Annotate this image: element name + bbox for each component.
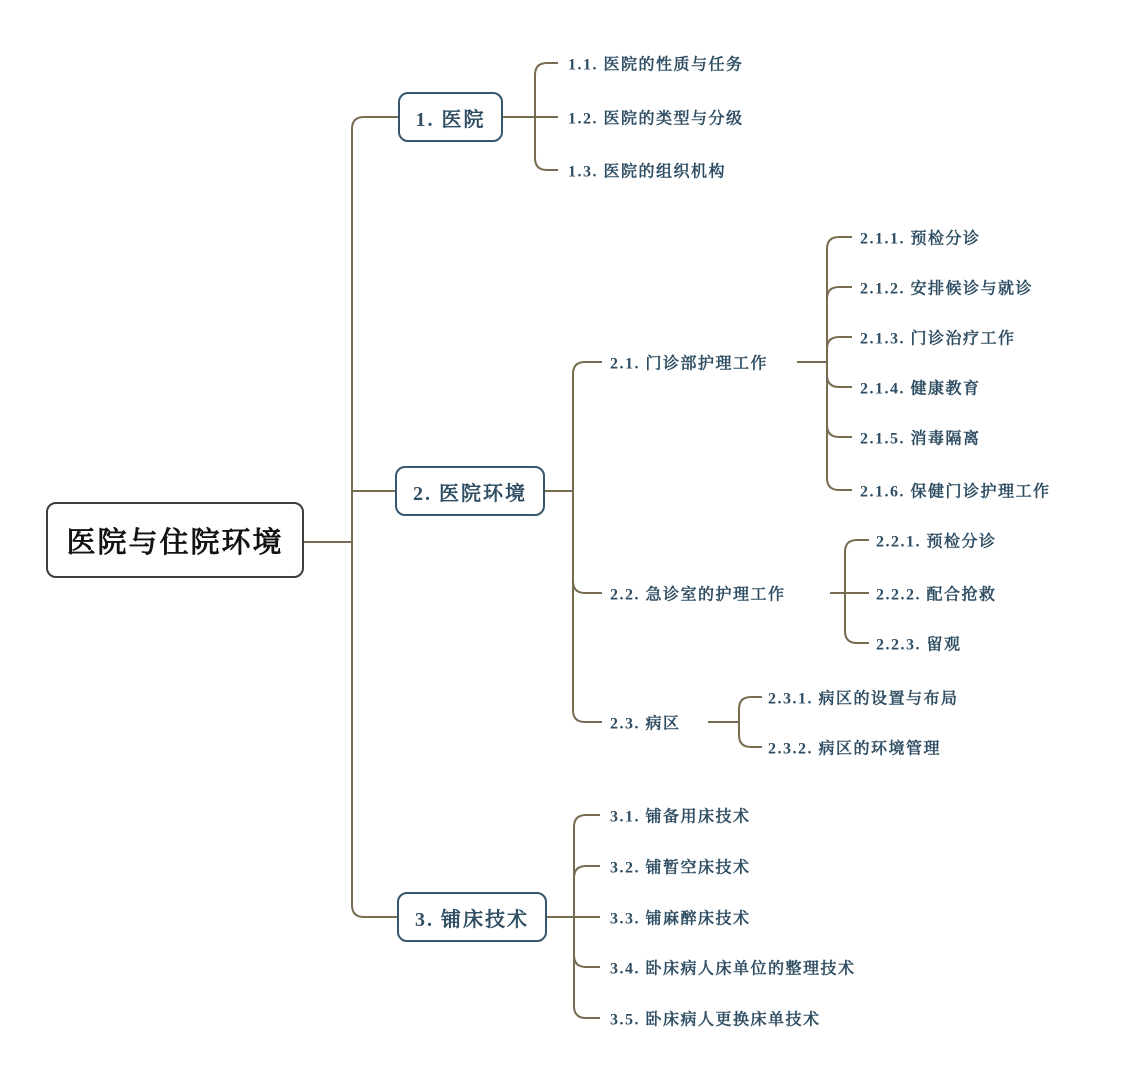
topic-node[interactable]: 2.3. 病区: [610, 715, 681, 733]
subtopic-node[interactable]: 2.2.3. 留观: [876, 636, 962, 654]
connector-root-trunk: [303, 117, 398, 917]
subtopic-node[interactable]: 2.1.2. 安排候诊与就诊: [860, 280, 1034, 298]
branch-node-bedmaking[interactable]: 3. 铺床技术: [397, 892, 547, 942]
connector-topic22-children: [830, 540, 869, 643]
branch-node-hospital-environment[interactable]: 2. 医院环境: [395, 466, 545, 516]
subtopic-node[interactable]: 2.1.1. 预检分诊: [860, 230, 981, 248]
topic-node[interactable]: 3.3. 铺麻醉床技术: [610, 910, 751, 928]
topic-node[interactable]: 3.2. 铺暂空床技术: [610, 859, 751, 877]
root-node[interactable]: 医院与住院环境: [46, 502, 304, 578]
connector-topic23-children: [708, 697, 762, 747]
topic-node[interactable]: 3.4. 卧床病人床单位的整理技术: [610, 960, 856, 978]
subtopic-node[interactable]: 2.2.2. 配合抢救: [876, 586, 997, 604]
subtopic-node[interactable]: 2.1.5. 消毒隔离: [860, 430, 981, 448]
subtopic-node[interactable]: 2.3.1. 病区的设置与布局: [768, 690, 959, 708]
connector-topic21-children: [797, 237, 852, 490]
topic-node[interactable]: 3.1. 铺备用床技术: [610, 808, 751, 826]
subtopic-node[interactable]: 2.1.4. 健康教育: [860, 380, 981, 398]
topic-node[interactable]: 1.3. 医院的组织机构: [568, 163, 727, 181]
topic-node[interactable]: 2.1. 门诊部护理工作: [610, 355, 769, 373]
branch-node-hospital[interactable]: 1. 医院: [398, 92, 503, 142]
topic-node[interactable]: 1.2. 医院的类型与分级: [568, 110, 744, 128]
connector-branch2-children: [545, 362, 602, 722]
topic-node[interactable]: 1.1. 医院的性质与任务: [568, 56, 744, 74]
connector-branch3-children: [547, 815, 600, 1018]
subtopic-node[interactable]: 2.2.1. 预检分诊: [876, 533, 997, 551]
topic-node[interactable]: 2.2. 急诊室的护理工作: [610, 586, 786, 604]
connector-branch1-children: [503, 63, 558, 170]
topic-node[interactable]: 3.5. 卧床病人更换床单技术: [610, 1011, 821, 1029]
subtopic-node[interactable]: 2.3.2. 病区的环境管理: [768, 740, 942, 758]
subtopic-node[interactable]: 2.1.3. 门诊治疗工作: [860, 330, 1016, 348]
subtopic-node[interactable]: 2.1.6. 保健门诊护理工作: [860, 483, 1051, 501]
